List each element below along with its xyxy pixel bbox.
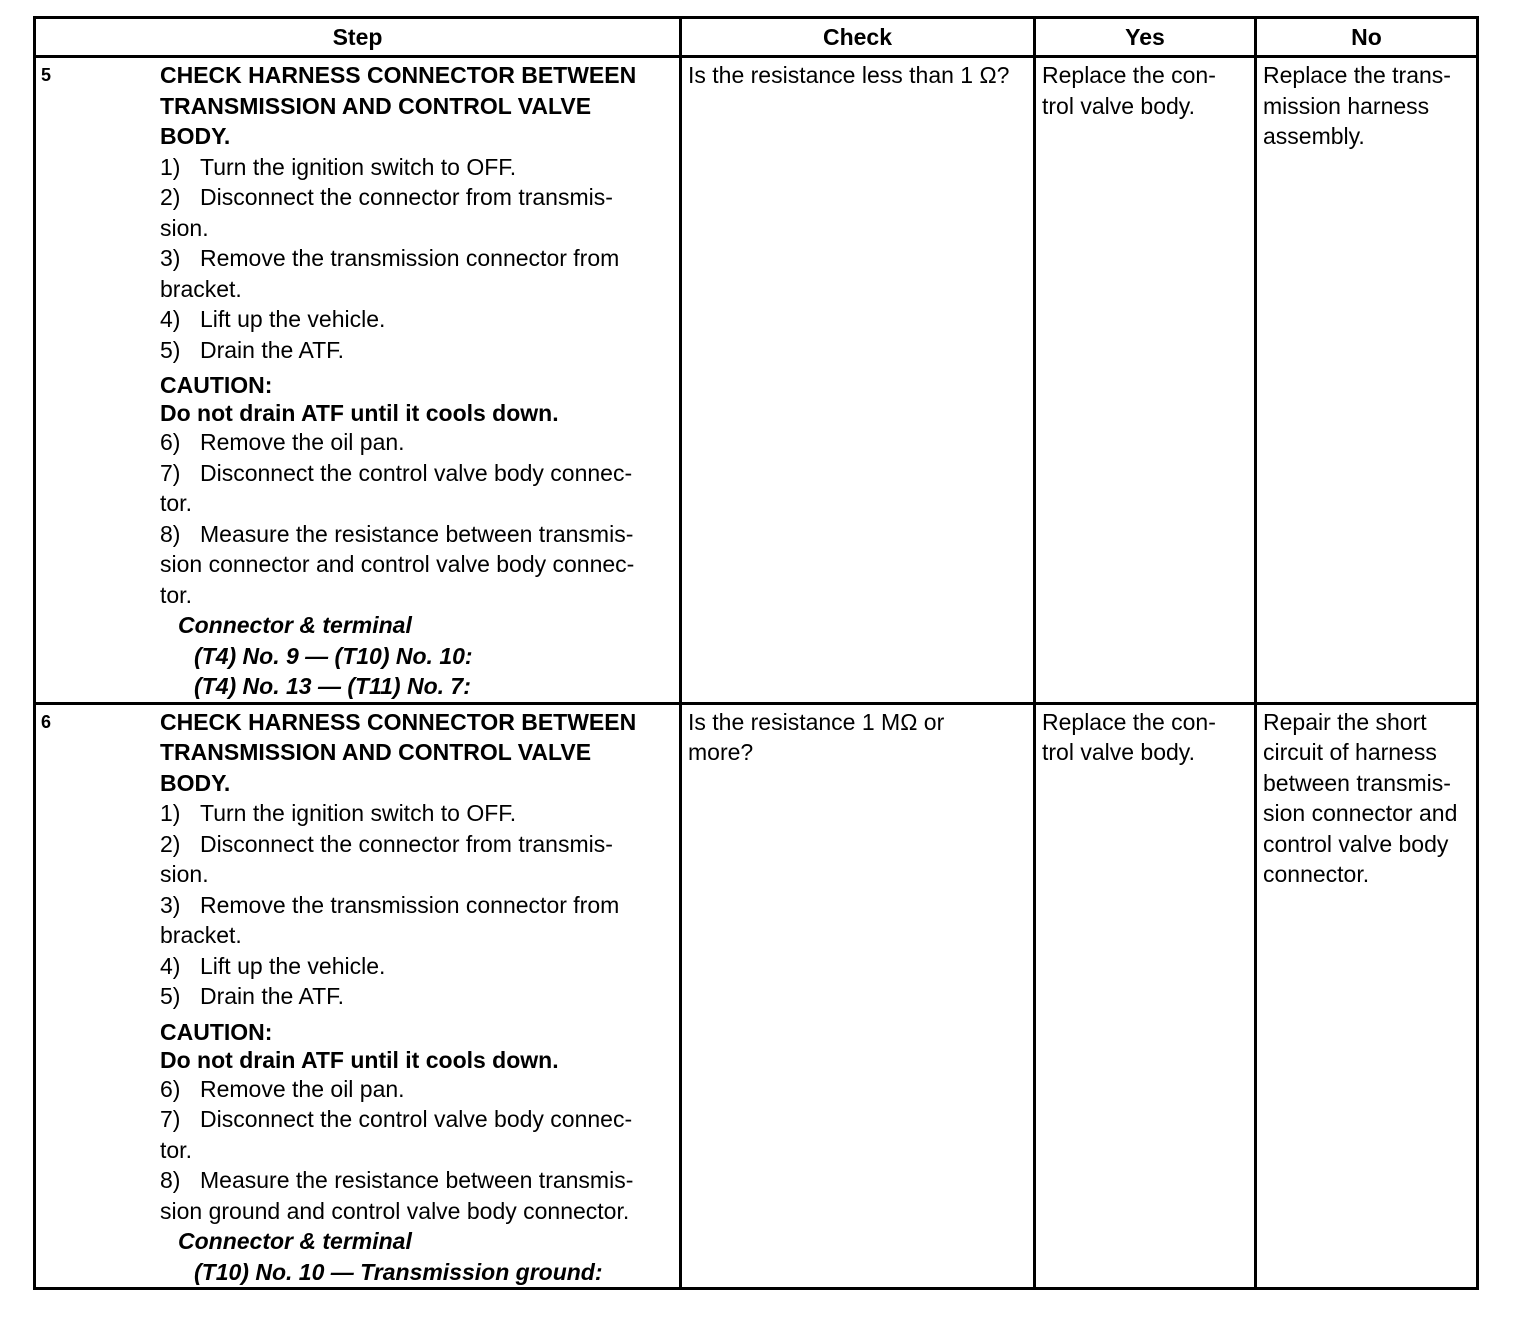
substep-number: 8)	[160, 1167, 181, 1193]
step-title-line: CHECK HARNESS CONNECTOR BETWEEN	[160, 62, 637, 88]
header-step: Step	[35, 18, 681, 57]
substep-line	[160, 1135, 673, 1166]
substep-text: Disconnect the control valve body connec-	[200, 1106, 633, 1132]
substep-line	[160, 274, 673, 305]
step-number: 6	[41, 711, 52, 732]
substep-line	[160, 981, 673, 1012]
no-text-line: sion connector and	[1263, 800, 1458, 826]
substep-text: tor.	[160, 1136, 192, 1163]
substep-line	[160, 829, 673, 860]
substep-line	[160, 859, 673, 890]
check-cell	[681, 57, 1035, 704]
step-title-line: BODY.	[160, 123, 231, 149]
substep-text: Drain the ATF.	[200, 336, 345, 363]
substep-number: 1)	[160, 800, 181, 826]
substep-line	[160, 182, 673, 213]
substep-line	[160, 1074, 673, 1105]
connector-terminal-line: (T4) No. 13 — (T11) No. 7:	[194, 673, 471, 699]
caution-text: Do not drain ATF until it cools down.	[160, 1046, 559, 1073]
diagnostic-table	[33, 16, 1479, 1290]
substep-number: 6)	[160, 1075, 181, 1102]
substep-text: bracket.	[160, 922, 242, 948]
substep-line	[160, 243, 673, 274]
caution-text: Do not drain ATF until it cools down.	[160, 400, 559, 426]
substep-text: tor.	[160, 490, 192, 516]
substep-number: 7)	[160, 1106, 181, 1132]
substep-text: Remove the oil pan.	[200, 429, 405, 455]
substep-text: Disconnect the connector from transmis-	[200, 184, 613, 210]
substep-number: 3)	[160, 891, 181, 918]
substep-text: sion.	[160, 861, 209, 887]
substep-number: 3)	[160, 245, 181, 271]
header-check: Check	[681, 18, 1035, 57]
yes-text-line: trol valve body.	[1042, 739, 1195, 765]
header-yes: Yes	[1035, 18, 1256, 57]
caution-label: CAUTION:	[160, 1018, 273, 1045]
substep-line	[160, 488, 673, 519]
substep-line	[160, 1104, 673, 1135]
substep-line	[160, 798, 673, 829]
substep-line	[160, 213, 673, 244]
no-cell	[1256, 703, 1478, 1289]
substep-text: Turn the ignition switch to OFF.	[200, 800, 517, 826]
no-text-line: mission harness	[1263, 92, 1430, 119]
substep-text: sion connector and control valve body connec-	[160, 551, 635, 577]
substep-text: Measure the resistance between transmis-	[200, 520, 634, 547]
yes-cell	[1035, 703, 1256, 1289]
substep-number: 1)	[160, 153, 181, 180]
substep-text: Remove the transmission connector from	[200, 245, 620, 271]
substep-number: 5)	[160, 983, 181, 1009]
substep-line	[160, 458, 673, 489]
substep-text: Remove the oil pan.	[200, 1075, 405, 1102]
substep-text: Lift up the vehicle.	[200, 306, 386, 332]
step-cell	[35, 57, 681, 704]
no-text-line: assembly.	[1263, 123, 1365, 149]
connector-terminal-line: (T10) No. 10 — Transmission ground:	[194, 1258, 603, 1285]
yes-cell	[1035, 57, 1256, 704]
header-row	[35, 18, 1478, 57]
substep-text: tor.	[160, 581, 192, 608]
step-title-line: TRANSMISSION AND CONTROL VALVE	[160, 739, 592, 765]
substep-number: 2)	[160, 184, 181, 210]
step-number: 5	[41, 65, 52, 85]
substep-text: sion.	[160, 214, 209, 241]
substep-number: 2)	[160, 830, 181, 857]
substep-line	[160, 890, 673, 921]
substep-line	[160, 549, 673, 580]
substep-number: 8)	[160, 520, 181, 547]
substep-line	[160, 1196, 673, 1227]
substep-line	[160, 951, 673, 982]
step-title-line: TRANSMISSION AND CONTROL VALVE	[160, 92, 592, 119]
yes-text-line: Replace the con-	[1042, 62, 1216, 88]
check-text-line: Is the resistance less than 1 Ω?	[688, 62, 1010, 88]
substep-number: 4)	[160, 952, 181, 979]
substep-text: Remove the transmission connector from	[200, 891, 620, 918]
header-no: No	[1256, 18, 1478, 57]
connector-terminal-line: (T4) No. 9 — (T10) No. 10:	[194, 642, 473, 669]
connector-terminal-label: Connector & terminal	[178, 612, 412, 638]
check-text-line: Is the resistance 1 MΩ or	[688, 708, 945, 735]
substep-text: bracket.	[160, 275, 242, 302]
step-cell	[35, 703, 681, 1289]
substep-number: 6)	[160, 429, 181, 455]
substep-number: 4)	[160, 306, 181, 332]
no-cell	[1256, 57, 1478, 704]
check-cell	[681, 703, 1035, 1289]
substep-line	[160, 427, 673, 458]
table-row	[35, 703, 1478, 1289]
no-text-line: between transmis-	[1263, 769, 1451, 796]
substep-number: 5)	[160, 336, 181, 363]
no-text-line: Repair the short	[1263, 708, 1427, 735]
substep-text: sion ground and control valve body connector.	[160, 1197, 630, 1224]
table-row	[35, 57, 1478, 704]
check-text-line: more?	[688, 739, 754, 765]
substep-line	[160, 920, 673, 951]
yes-text-line: trol valve body.	[1042, 92, 1195, 119]
substep-text: Lift up the vehicle.	[200, 952, 386, 979]
substep-line	[160, 335, 673, 366]
substep-number: 7)	[160, 459, 181, 486]
substep-text: Drain the ATF.	[200, 983, 345, 1009]
substep-text: Turn the ignition switch to OFF.	[200, 153, 517, 180]
substep-line	[160, 304, 673, 335]
substep-text: Measure the resistance between transmis-	[200, 1167, 634, 1193]
step-title-line: CHECK HARNESS CONNECTOR BETWEEN	[160, 708, 637, 735]
no-text-line: control valve body	[1263, 830, 1449, 857]
substep-text: Disconnect the connector from transmis-	[200, 830, 613, 857]
no-text-line: Replace the trans-	[1263, 62, 1451, 88]
no-text-line: circuit of harness	[1263, 739, 1437, 765]
yes-text-line: Replace the con-	[1042, 708, 1216, 735]
substep-line	[160, 1165, 673, 1196]
caution-label: CAUTION:	[160, 372, 273, 398]
substep-line	[160, 519, 673, 550]
step-title-line: BODY.	[160, 769, 231, 796]
connector-terminal-label: Connector & terminal	[178, 1228, 412, 1254]
substep-text: Disconnect the control valve body connec-	[200, 459, 633, 486]
no-text-line: connector.	[1263, 861, 1370, 887]
substep-line	[160, 152, 673, 183]
substep-line	[160, 580, 673, 611]
